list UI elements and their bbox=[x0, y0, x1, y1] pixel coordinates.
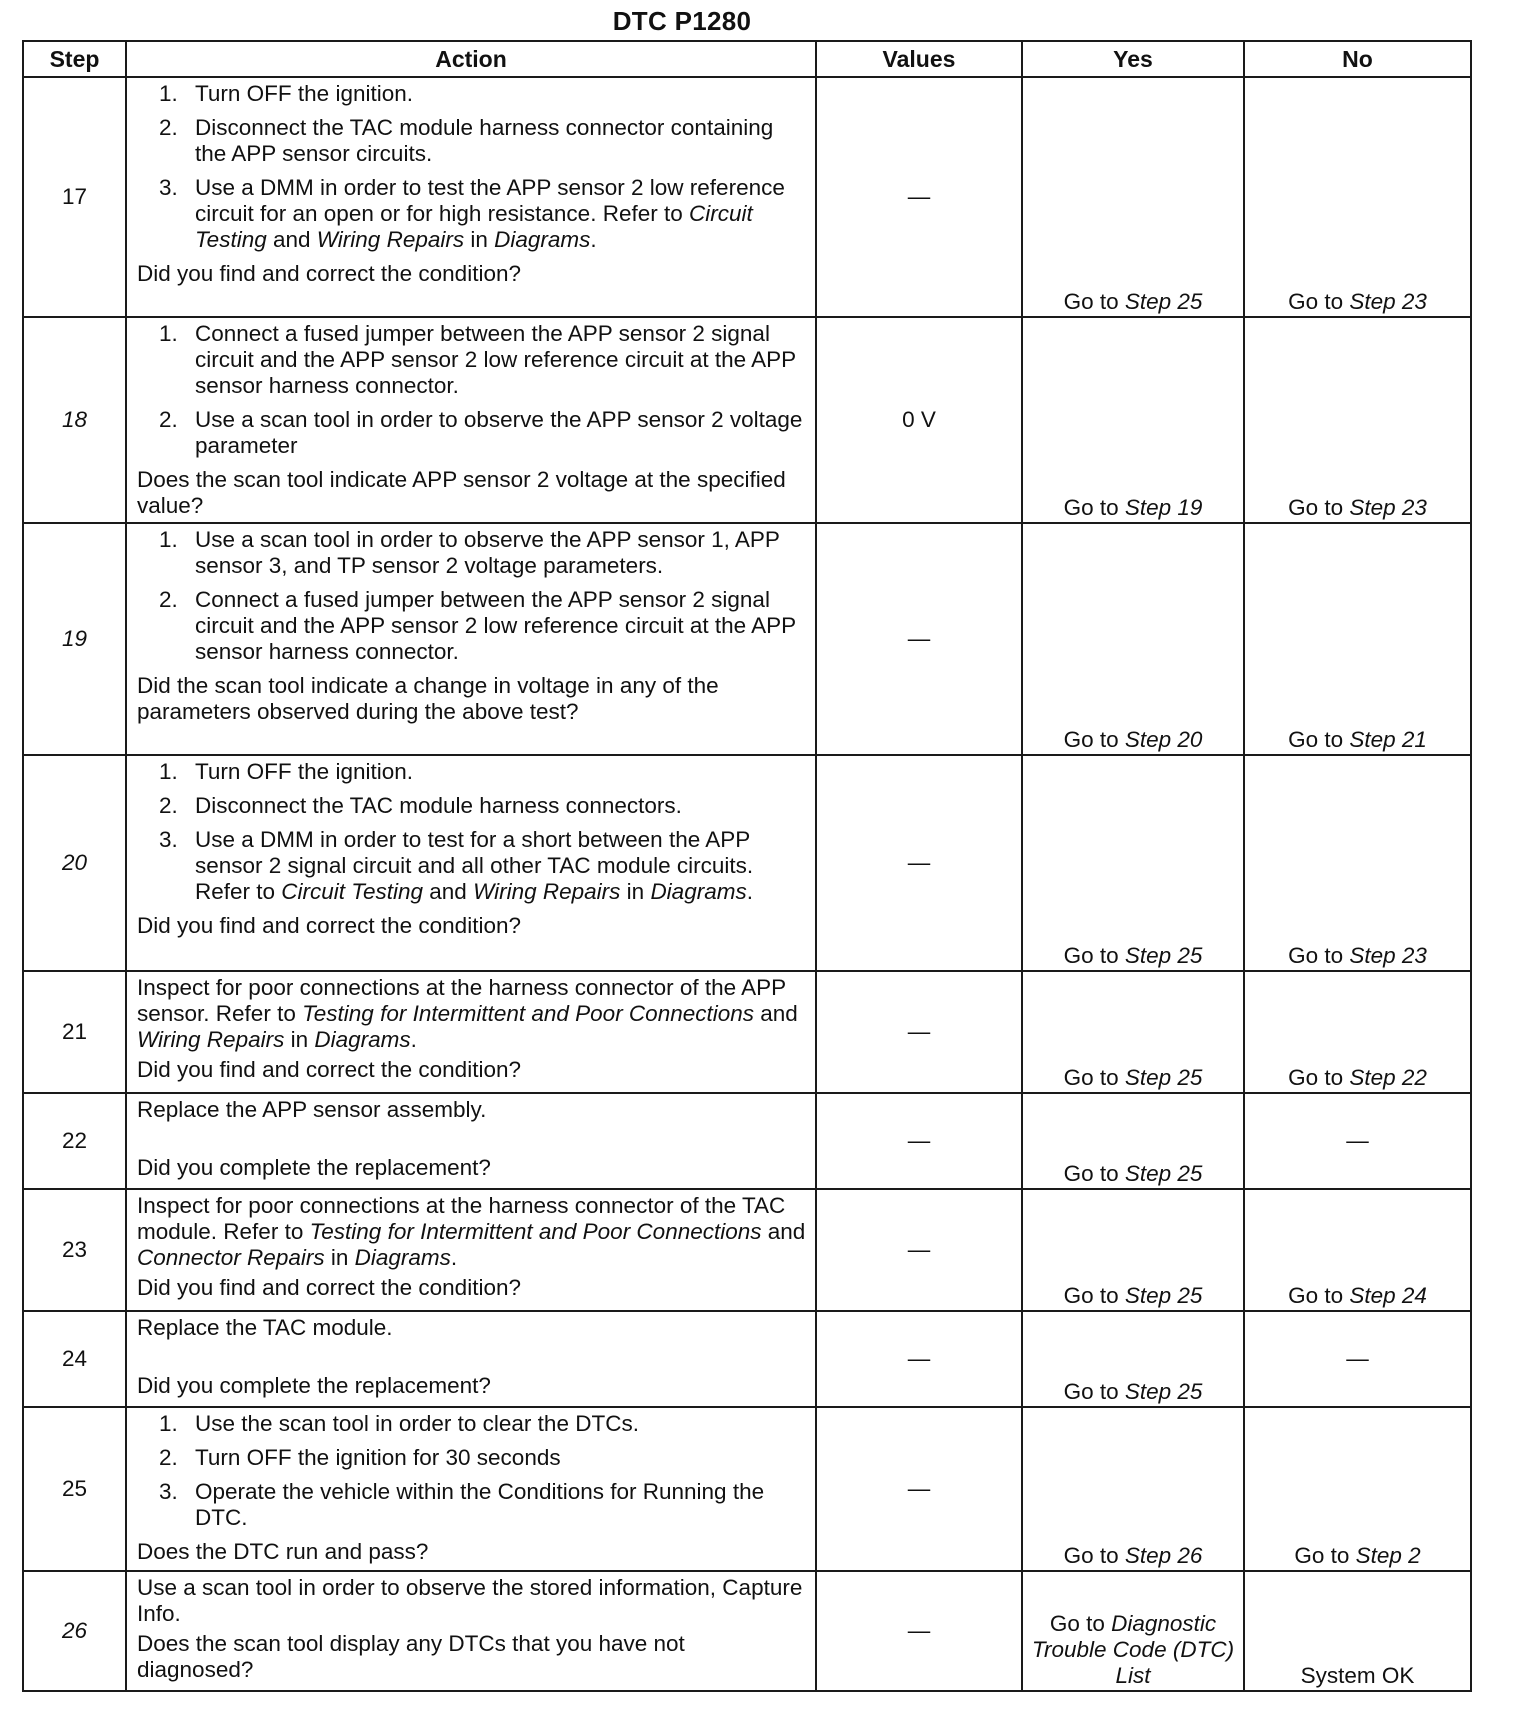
action-item: 1. Turn OFF the ignition. bbox=[159, 81, 414, 106]
yes-cell: Go to Step 26 bbox=[1022, 1407, 1244, 1571]
action-question: Did you find and correct the condition? bbox=[137, 1057, 521, 1082]
step-number: 17 bbox=[23, 77, 126, 317]
action-question: Did you find and correct the condition? bbox=[137, 1275, 521, 1300]
step-row-19 bbox=[23, 523, 1471, 755]
action-item: 2. Disconnect the TAC module harness connectors. bbox=[159, 793, 682, 818]
step-row-17 bbox=[23, 77, 1471, 317]
action-question: Did you find and correct the condition? bbox=[137, 913, 521, 938]
action-text: Replace the TAC module. bbox=[137, 1315, 393, 1340]
step-number: 22 bbox=[23, 1093, 126, 1189]
action-question: Did you complete the replacement? bbox=[137, 1373, 491, 1398]
action-item: 1. Use the scan tool in order to clear the DTCs. bbox=[159, 1411, 639, 1436]
no-cell: Go to Step 23 bbox=[1244, 77, 1471, 317]
no-cell: Go to Step 23 bbox=[1244, 755, 1471, 971]
step-row-20 bbox=[23, 755, 1471, 971]
no-cell: Go to Step 2 bbox=[1244, 1407, 1471, 1571]
header-values: Values bbox=[816, 41, 1022, 77]
action-question: Does the scan tool indicate APP sensor 2 voltage at the specified value? bbox=[137, 467, 786, 518]
no-cell: Go to Step 21 bbox=[1244, 523, 1471, 755]
step-row-24 bbox=[23, 1311, 1471, 1407]
action-item: 2. Disconnect the TAC module harness connector containing the APP sensor circuits. bbox=[159, 115, 774, 166]
action-question: Does the scan tool display any DTCs that you have not diagnosed? bbox=[137, 1631, 685, 1682]
action-cell bbox=[126, 1571, 816, 1691]
step-row-23 bbox=[23, 1189, 1471, 1311]
yes-cell: Go to Step 25 bbox=[1022, 1189, 1244, 1311]
yes-cell: Go to Step 25 bbox=[1022, 971, 1244, 1093]
action-item: 1. Connect a fused jumper between the APP sensor 2 signal circuit and the APP sensor 2 low reference circuit at the APP sensor harness connector. bbox=[159, 321, 796, 398]
values-cell: — bbox=[816, 971, 1022, 1093]
action-text: Inspect for poor connections at the harness connector of the TAC module. Refer to Testing for Intermittent and Poor Connections and Connector Repairs in Diagrams. bbox=[137, 1193, 806, 1270]
step-row-25 bbox=[23, 1407, 1471, 1571]
action-question: Does the DTC run and pass? bbox=[137, 1539, 429, 1564]
header-step: Step bbox=[23, 41, 126, 77]
diagnostic-table bbox=[22, 40, 1472, 1692]
action-cell bbox=[126, 971, 816, 1093]
action-item: 2. Connect a fused jumper between the APP sensor 2 signal circuit and the APP sensor 2 low reference circuit at the APP sensor harness connector. bbox=[159, 587, 796, 664]
no-cell: System OK bbox=[1244, 1571, 1471, 1691]
action-cell bbox=[126, 1189, 816, 1311]
header-row bbox=[23, 41, 1471, 77]
values-cell: — bbox=[816, 1407, 1022, 1571]
step-number: 24 bbox=[23, 1311, 126, 1407]
yes-cell: Go to Step 25 bbox=[1022, 1093, 1244, 1189]
action-cell bbox=[126, 755, 816, 971]
step-number: 18 bbox=[23, 317, 126, 523]
action-cell bbox=[126, 523, 816, 755]
action-text: Use a scan tool in order to observe the stored information, Capture Info. bbox=[137, 1575, 803, 1626]
step-number: 25 bbox=[23, 1407, 126, 1571]
step-number: 19 bbox=[23, 523, 126, 755]
step-number: 20 bbox=[23, 755, 126, 971]
action-item: 3. Operate the vehicle within the Conditions for Running the DTC. bbox=[159, 1479, 765, 1530]
action-text: Replace the APP sensor assembly. bbox=[137, 1097, 487, 1122]
action-text: Inspect for poor connections at the harness connector of the APP sensor. Refer to Testing for Intermittent and Poor Connections and Wiring Repairs in Diagrams. bbox=[137, 975, 798, 1052]
no-cell: Go to Step 24 bbox=[1244, 1189, 1471, 1311]
values-cell: — bbox=[816, 77, 1022, 317]
no-cell: — bbox=[1244, 1093, 1471, 1189]
action-item: 2. Use a scan tool in order to observe the APP sensor 2 voltage parameter bbox=[159, 407, 803, 458]
yes-cell: Go to Step 19 bbox=[1022, 317, 1244, 523]
yes-cell: Go to Step 25 bbox=[1022, 755, 1244, 971]
values-cell: — bbox=[816, 1189, 1022, 1311]
action-item: 3. Use a DMM in order to test the APP sensor 2 low reference circuit for an open or for high resistance. Refer to Circuit Testing and Wiring Repairs in Diagrams. bbox=[159, 175, 785, 252]
action-question: Did you complete the replacement? bbox=[137, 1155, 491, 1180]
header-action: Action bbox=[126, 41, 816, 77]
step-row-18 bbox=[23, 317, 1471, 523]
values-cell: — bbox=[816, 1311, 1022, 1407]
yes-cell: Go to Step 25 bbox=[1022, 77, 1244, 317]
action-item: 1. Turn OFF the ignition. bbox=[159, 759, 414, 784]
values-cell: — bbox=[816, 523, 1022, 755]
step-number: 23 bbox=[23, 1189, 126, 1311]
yes-cell: Go to Diagnostic Trouble Code (DTC) List bbox=[1022, 1571, 1244, 1691]
action-cell bbox=[126, 1311, 816, 1407]
yes-cell: Go to Step 20 bbox=[1022, 523, 1244, 755]
action-question: Did the scan tool indicate a change in voltage in any of the parameters observed during the above test? bbox=[137, 673, 719, 724]
action-item: 2. Turn OFF the ignition for 30 seconds bbox=[159, 1445, 561, 1470]
action-cell bbox=[126, 1093, 816, 1189]
step-row-26 bbox=[23, 1571, 1471, 1691]
no-cell: — bbox=[1244, 1311, 1471, 1407]
document-title: DTC P1280 bbox=[612, 6, 752, 36]
header-yes: Yes bbox=[1022, 41, 1244, 77]
values-cell: — bbox=[816, 1571, 1022, 1691]
action-cell bbox=[126, 317, 816, 523]
action-question: Did you find and correct the condition? bbox=[137, 261, 521, 286]
values-cell: — bbox=[816, 1093, 1022, 1189]
no-cell: Go to Step 23 bbox=[1244, 317, 1471, 523]
no-cell: Go to Step 22 bbox=[1244, 971, 1471, 1093]
step-number: 26 bbox=[23, 1571, 126, 1691]
step-row-21 bbox=[23, 971, 1471, 1093]
values-cell: — bbox=[816, 755, 1022, 971]
yes-cell: Go to Step 25 bbox=[1022, 1311, 1244, 1407]
header-no: No bbox=[1244, 41, 1471, 77]
action-cell bbox=[126, 77, 816, 317]
action-item: 1. Use a scan tool in order to observe the APP sensor 1, APP sensor 3, and TP sensor 2 voltage parameters. bbox=[159, 527, 780, 578]
step-row-22 bbox=[23, 1093, 1471, 1189]
values-cell: 0 V bbox=[816, 317, 1022, 523]
step-number: 21 bbox=[23, 971, 126, 1093]
action-cell bbox=[126, 1407, 816, 1571]
action-item: 3. Use a DMM in order to test for a short between the APP sensor 2 signal circuit and all other TAC module circuits. Refer to Circuit Testing and Wiring Repairs in Diagrams. bbox=[159, 827, 754, 904]
